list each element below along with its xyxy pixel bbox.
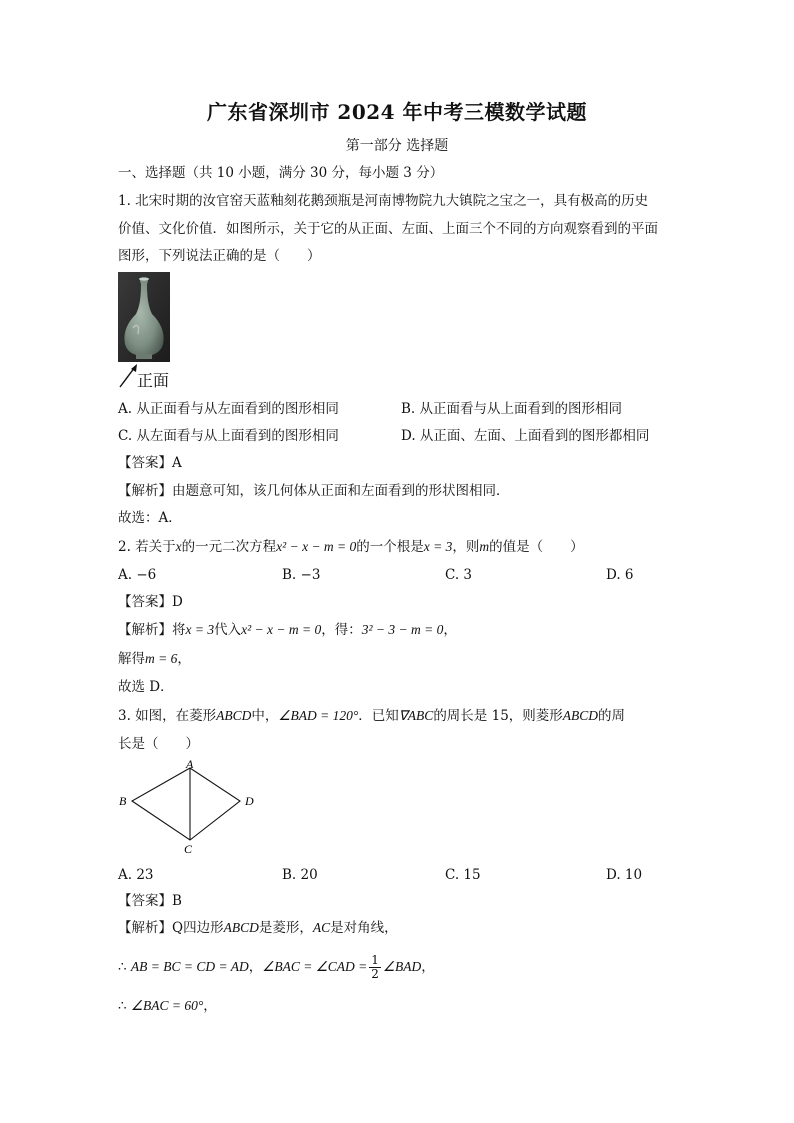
q3-abcd: ABCD — [562, 708, 599, 723]
q2-option-a: A. −6 — [118, 567, 157, 583]
q2-var-x: x — [175, 539, 182, 554]
q2-analysis-part: ， — [443, 622, 457, 638]
q3-stem-part: ．已知 — [358, 708, 399, 724]
q3-step1-eq2: ∠BAC = ∠CAD = — [262, 959, 368, 974]
q2-stem-part: 的一元二次方程 — [181, 539, 277, 555]
q2-analysis-part: 【解析】将 — [118, 622, 186, 638]
q3-analysis-abcd: ABCD — [223, 920, 259, 935]
vertex-label-c: C — [184, 842, 193, 856]
q3-option-a: A. 23 — [118, 867, 154, 883]
half-fraction — [369, 954, 381, 981]
vertex-label-a: A — [186, 760, 194, 771]
section-heading: 一、选择题（共 10 小题，满分 30 分，每小题 3 分） — [118, 165, 444, 181]
q2-analysis-sub: x = 3 — [185, 622, 215, 637]
therefore-symbol: ∴ — [118, 959, 127, 975]
q3-analysis-part: 是对角线， — [330, 920, 398, 936]
page-title: 广东省深圳市 2024 年中考三模数学试题 — [206, 100, 588, 124]
q2-equation: x² − x − m = 0 — [276, 539, 357, 554]
q1-line2: 价值、文化价值．如图所示，关于它的从正面、左面、上面三个不同的方向观察看到的平面 — [118, 221, 658, 237]
q1-option-a: A. 从正面看与从左面看到的图形相同 — [118, 401, 339, 417]
fraction-numerator: 1 — [371, 953, 379, 967]
q3-stem-part: 的周长是 15，则菱形 — [433, 708, 563, 724]
q2-stem-part: 的值是（ ） — [489, 539, 584, 555]
q3-abcd: ABCD — [216, 708, 252, 723]
q3-step1-eq: AB = BC = CD = AD — [130, 959, 249, 974]
q2-solve-part: 解得 — [118, 651, 145, 667]
q2-stem-part: ，则 — [452, 539, 480, 555]
q3-triangle: ∇ABC — [398, 708, 434, 723]
q3-step2-eq: ∠BAC = 60° — [130, 998, 204, 1013]
q3-analysis-part: 是菱形， — [258, 920, 313, 936]
vertex-label-b: B — [119, 794, 127, 808]
q3-stem-part: 3. 如图，在菱形 — [118, 708, 217, 724]
fraction-denominator: 2 — [371, 967, 379, 981]
q3-angle: ∠BAD = 120° — [278, 708, 359, 723]
q1-line3: 图形，下列说法正确的是（ ） — [118, 248, 321, 264]
q3-step1-eq3: ∠BAD — [382, 959, 422, 974]
q2-option-c: C. 3 — [445, 567, 473, 583]
q2-conclusion: 故选 D． — [118, 679, 174, 695]
q2-stem-part: 2. 若关于 — [118, 539, 176, 555]
q3-option-c: C. 15 — [445, 867, 481, 883]
q1-conclusion: 故选：A． — [118, 510, 182, 526]
q2-option-d: D. 6 — [606, 567, 634, 583]
q2-stem-part: 的一个根是 — [356, 539, 424, 555]
q2-analysis-eq: x² − x − m = 0 — [241, 622, 322, 637]
q3-step2-end: ， — [203, 998, 217, 1014]
q1-option-d: D. 从正面、左面、上面看到的图形都相同 — [401, 428, 650, 444]
q3-analysis-part: 【解析】 — [118, 920, 172, 936]
part-heading: 第一部分 选择题 — [345, 138, 449, 154]
q2-analysis — [118, 621, 457, 639]
q3-step1 — [118, 953, 435, 981]
q3-analysis-part: 四边形 — [183, 920, 224, 936]
q3-analysis-ac: AC — [312, 920, 331, 935]
q3-step2 — [118, 997, 217, 1015]
q3-analysis — [118, 919, 398, 937]
q1-analysis: 【解析】由题意可知，该几何体从正面和左面看到的形状图相同． — [118, 483, 510, 499]
q2-answer: 【答案】D — [118, 594, 183, 610]
q1-option-b: B. 从正面看与从上面看到的图形相同 — [401, 401, 623, 417]
q3-analysis-symbol: Q — [172, 920, 184, 936]
rhombus-diagram — [116, 760, 262, 856]
front-label: 正面 — [137, 371, 170, 390]
q2-solve-eq: m = 6 — [145, 651, 178, 666]
q3-stem-part: 中， — [251, 708, 279, 724]
vertex-label-d: D — [245, 794, 254, 808]
q3-option-b: B. 20 — [282, 867, 318, 883]
q2-var-m: m — [479, 539, 490, 554]
q3-stem-part: 的周 — [598, 708, 626, 724]
q3-step1-sep: ， — [248, 959, 263, 975]
q2-analysis-part: ，得： — [321, 622, 362, 638]
q3-answer: 【答案】B — [118, 893, 182, 909]
q2-solve-part: ， — [177, 651, 191, 667]
q1-answer: 【答案】A — [118, 455, 182, 471]
q1-line1: 1. 北宋时期的汝官窑天蓝釉刻花鹅颈瓶是河南博物院九大镇院之宝之一，具有极高的历史 — [118, 193, 649, 209]
q3-stem — [118, 707, 625, 725]
q2-stem — [118, 538, 584, 556]
q1-option-c: C. 从左面看与从上面看到的图形相同 — [118, 428, 339, 444]
q2-root: x = 3 — [423, 539, 453, 554]
q2-solve — [118, 650, 191, 668]
vase-image — [118, 272, 170, 362]
q2-analysis-part: 代入 — [214, 622, 242, 638]
q2-option-b: B. −3 — [282, 567, 321, 583]
q3-stem-line2: 长是（ ） — [118, 736, 199, 752]
q3-step1-end: ， — [421, 959, 435, 975]
q3-option-d: D. 10 — [606, 867, 643, 883]
therefore-symbol: ∴ — [118, 998, 127, 1014]
q2-analysis-eq2: 3² − 3 − m = 0 — [361, 622, 444, 637]
